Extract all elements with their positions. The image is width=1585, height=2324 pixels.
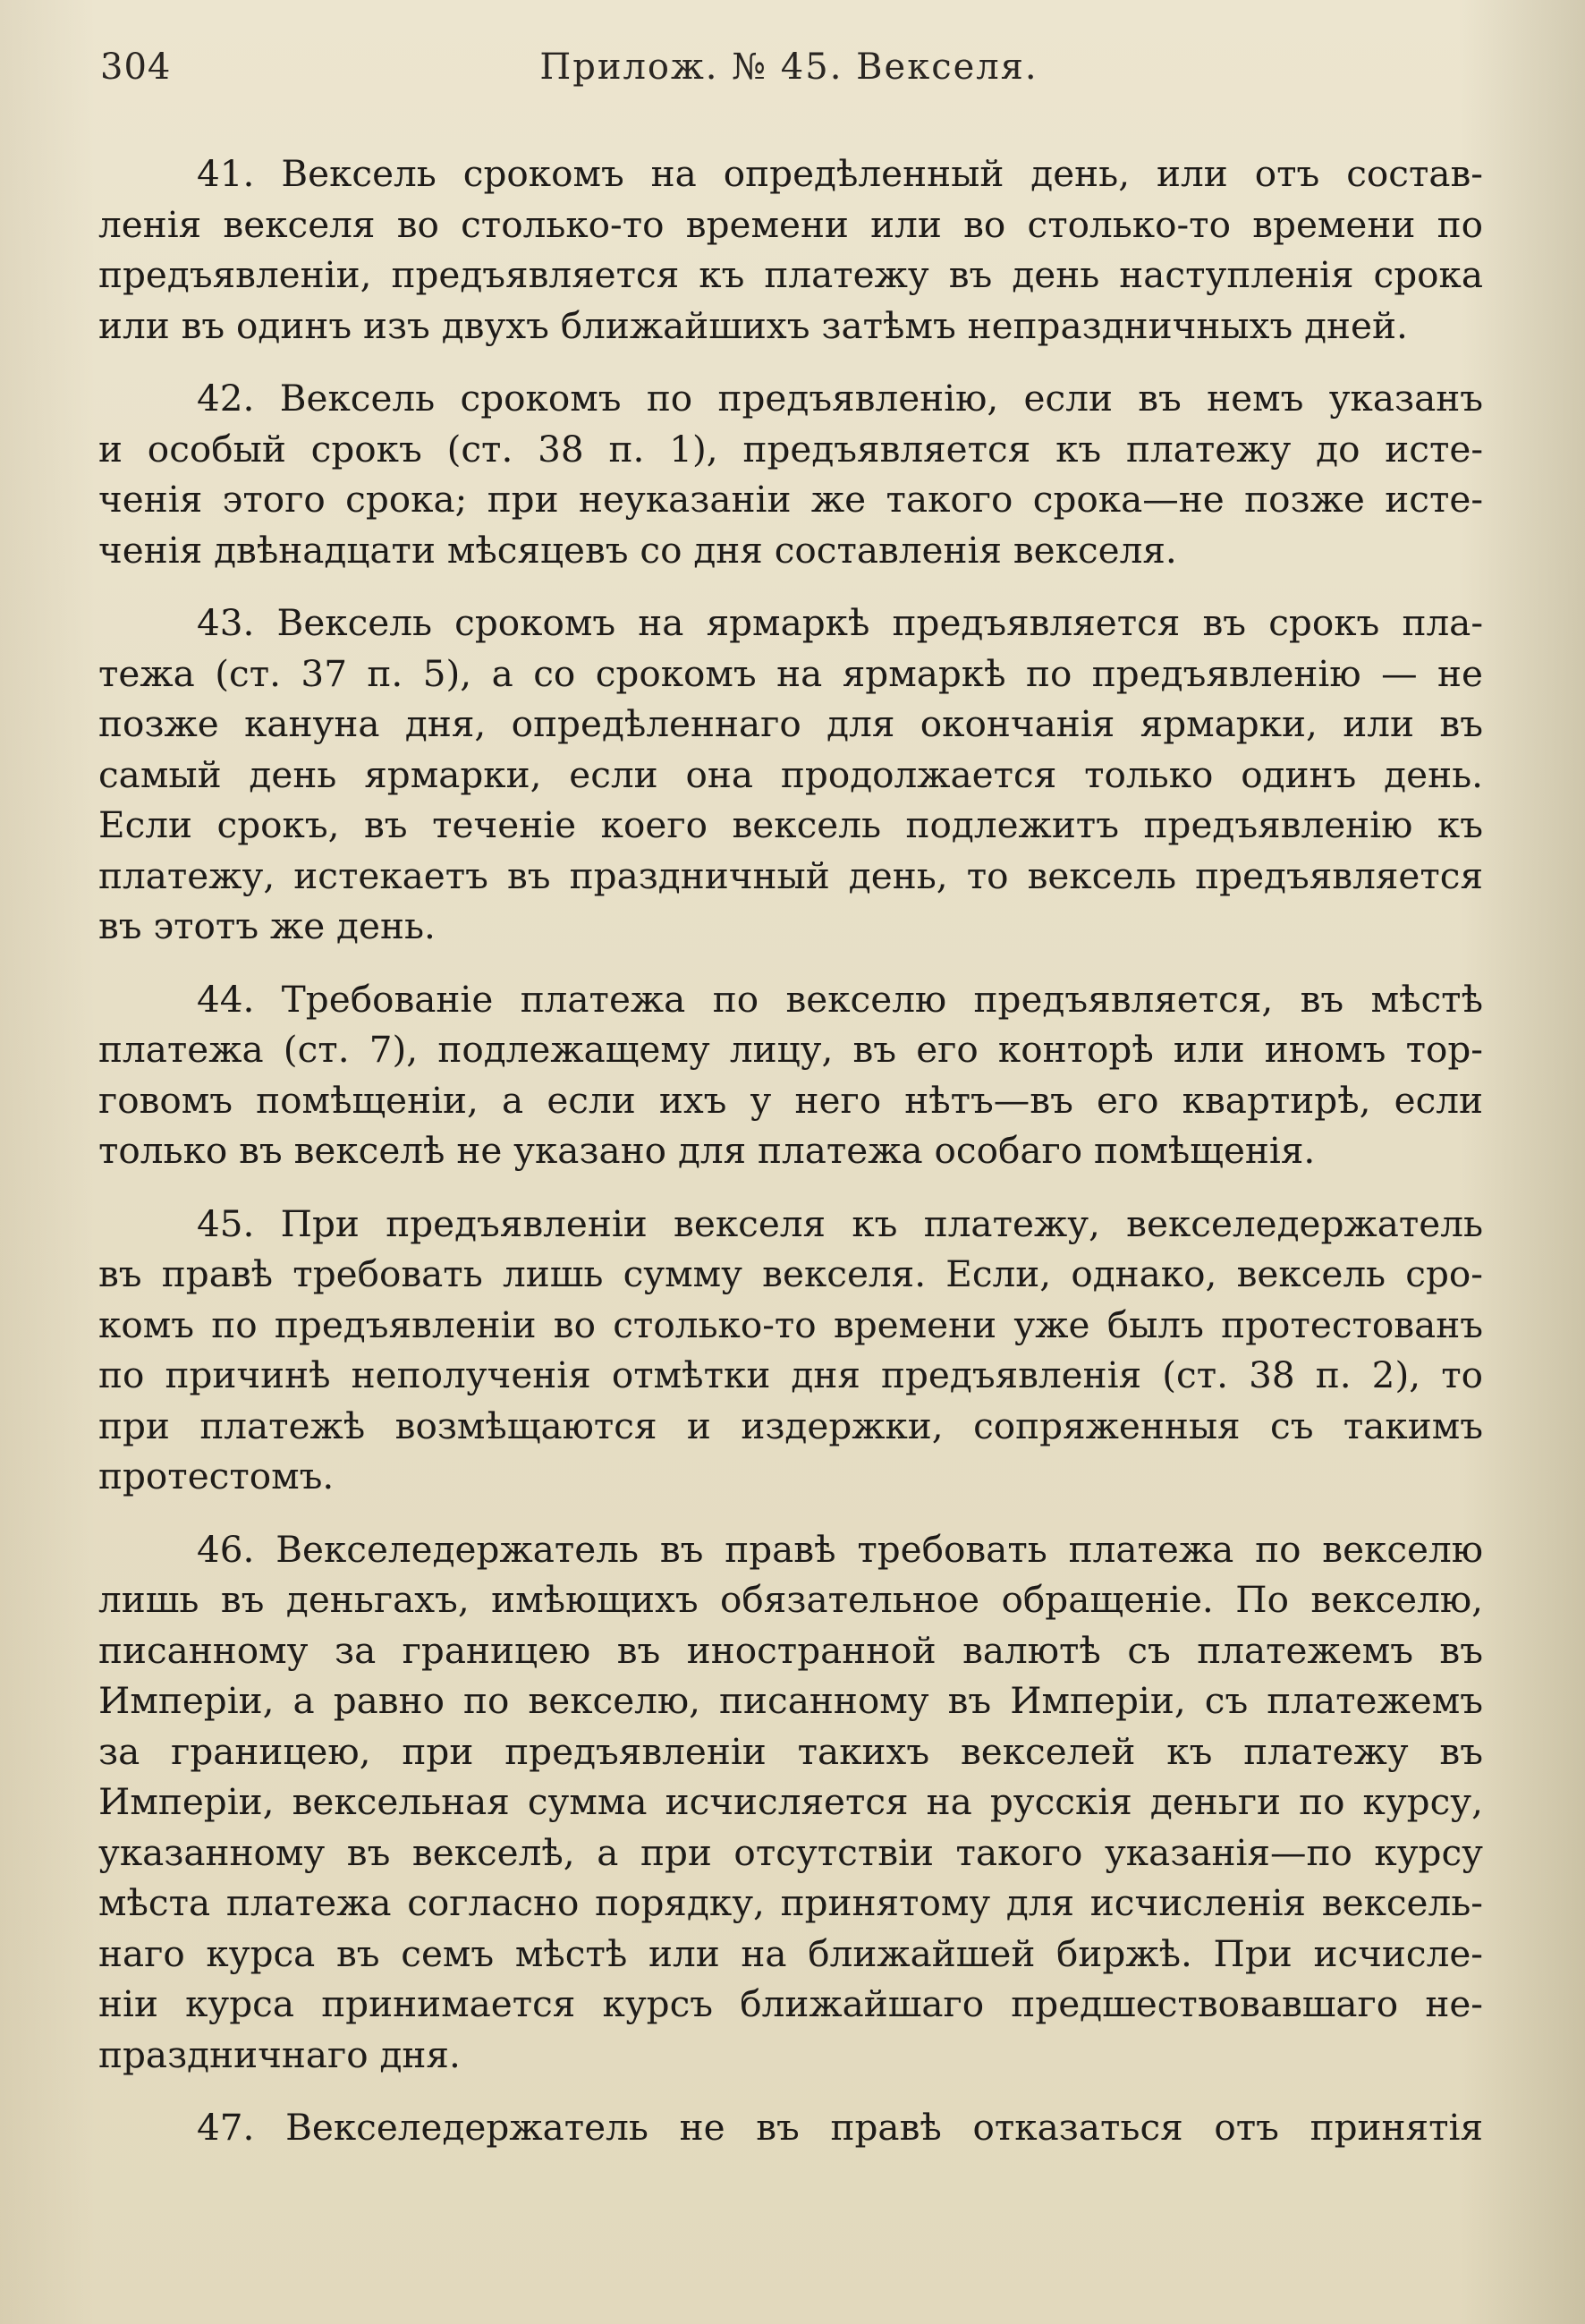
text-line: ленія векселя во столько-то времени или во столько-то времени по (98, 202, 1483, 246)
text-line: комъ по предъявленіи во столько-то времени уже былъ протестованъ (98, 1302, 1483, 1346)
text-line: Если срокъ, въ теченіе коего вексель подлежитъ предъявленію къ (98, 803, 1483, 846)
paragraph (98, 598, 1483, 952)
text-line: платежу, истекаетъ въ праздничный день, то вексель предъявляется (98, 853, 1483, 897)
paragraph (98, 2102, 1483, 2153)
text-line: праздничнаго дня. (98, 2032, 461, 2076)
text-line: самый день ярмарки, если она продолжается только одинъ день. (98, 752, 1483, 796)
text-line: лишь въ деньгахъ, имѣющихъ обязательное обращеніе. По векселю, (98, 1578, 1483, 1621)
text-line: наго курса въ семъ мѣстѣ или на ближайшей биржѣ. При исчисле- (98, 1931, 1483, 1975)
text-line: 46. Векселедержатель въ правѣ требовать платежа по векселю (197, 1527, 1483, 1571)
running-title: Прилож. № 45. Векселя. (539, 47, 1038, 88)
text-line: ченія этого срока; при неуказаніи же такого срока—не позже исте- (98, 478, 1483, 521)
paragraph (98, 1199, 1483, 1502)
text-line: ченія двѣнадцати мѣсяцевъ со дня составленія векселя. (98, 528, 1177, 572)
text-line: Имперіи, а равно по векселю, писанному въ Имперіи, съ платежемъ (98, 1679, 1483, 1722)
text-line: говомъ помѣщеніи, а если ихъ у него нѣтъ—въ его квартирѣ, если (98, 1078, 1483, 1122)
text-line: 44. Требованіе платежа по векселю предъявляется, въ мѣстѣ (197, 977, 1483, 1021)
text-line: протестомъ. (98, 1455, 335, 1497)
page-number: 304 (100, 47, 172, 88)
text-line: только въ векселѣ не указано для платежа особаго помѣщенія. (98, 1129, 1316, 1172)
paragraph (98, 148, 1483, 351)
text-line: Имперіи, вексельная сумма исчисляется на русскія деньги по курсу, (98, 1780, 1483, 1823)
text-line: писанному за границею въ иностранной валютѣ съ платежемъ въ (98, 1628, 1483, 1672)
text-line: 42. Вексель срокомъ по предъявленію, если въ немъ указанъ (197, 377, 1483, 420)
text-line: 43. Вексель срокомъ на ярмаркѣ предъявляется въ срокъ пла- (197, 601, 1483, 644)
text-line: мѣста платежа согласно порядку, принятому для исчисленія вексель- (98, 1881, 1483, 1924)
paragraph (98, 974, 1483, 1176)
text-line: платежа (ст. 7), подлежащему лицу, въ его конторѣ или иномъ тор- (98, 1028, 1483, 1071)
text-line: предъявленіи, предъявляется къ платежу въ день наступленія срока (98, 253, 1483, 296)
text-line: позже кануна дня, опредѣленнаго для окончанія ярмарки, или въ (98, 702, 1483, 745)
text-line: въ этотъ же день. (98, 904, 436, 947)
text-line: при платежѣ возмѣщаются и издержки, сопряженныя съ такимъ (98, 1404, 1483, 1447)
text-line: ніи курса принимается курсъ ближайшаго предшествовавшаго не- (98, 1982, 1483, 2025)
paragraph (98, 373, 1483, 575)
paragraph (98, 1524, 1483, 2081)
body-text (98, 148, 1483, 2176)
text-line: 45. При предъявленіи векселя къ платежу, векселедержатель (197, 1201, 1483, 1245)
text-line: въ правѣ требовать лишь сумму векселя. Если, однако, вексель сро- (98, 1252, 1483, 1295)
page-header (100, 47, 1478, 100)
text-line: за границею, при предъявленіи такихъ векселей къ платежу въ (98, 1729, 1483, 1773)
text-line: тежа (ст. 37 п. 5), а со срокомъ на ярмаркѣ по предъявленію — не (98, 651, 1483, 695)
text-line: 47. Векселедержатель не въ правѣ отказаться отъ принятія (197, 2106, 1483, 2149)
text-line: или въ одинъ изъ двухъ ближайшихъ затѣмъ непраздничныхъ дней. (98, 303, 1408, 347)
text-line: 41. Вексель срокомъ на опредѣленный день, или отъ состав- (197, 152, 1483, 195)
text-line: по причинѣ неполученія отмѣтки дня предъявленія (ст. 38 п. 2), то (98, 1353, 1483, 1396)
text-line: и особый срокъ (ст. 38 п. 1), предъявляется къ платежу до исте- (98, 427, 1483, 471)
text-line: указанному въ векселѣ, а при отсутствіи такого указанія—по курсу (98, 1830, 1483, 1874)
